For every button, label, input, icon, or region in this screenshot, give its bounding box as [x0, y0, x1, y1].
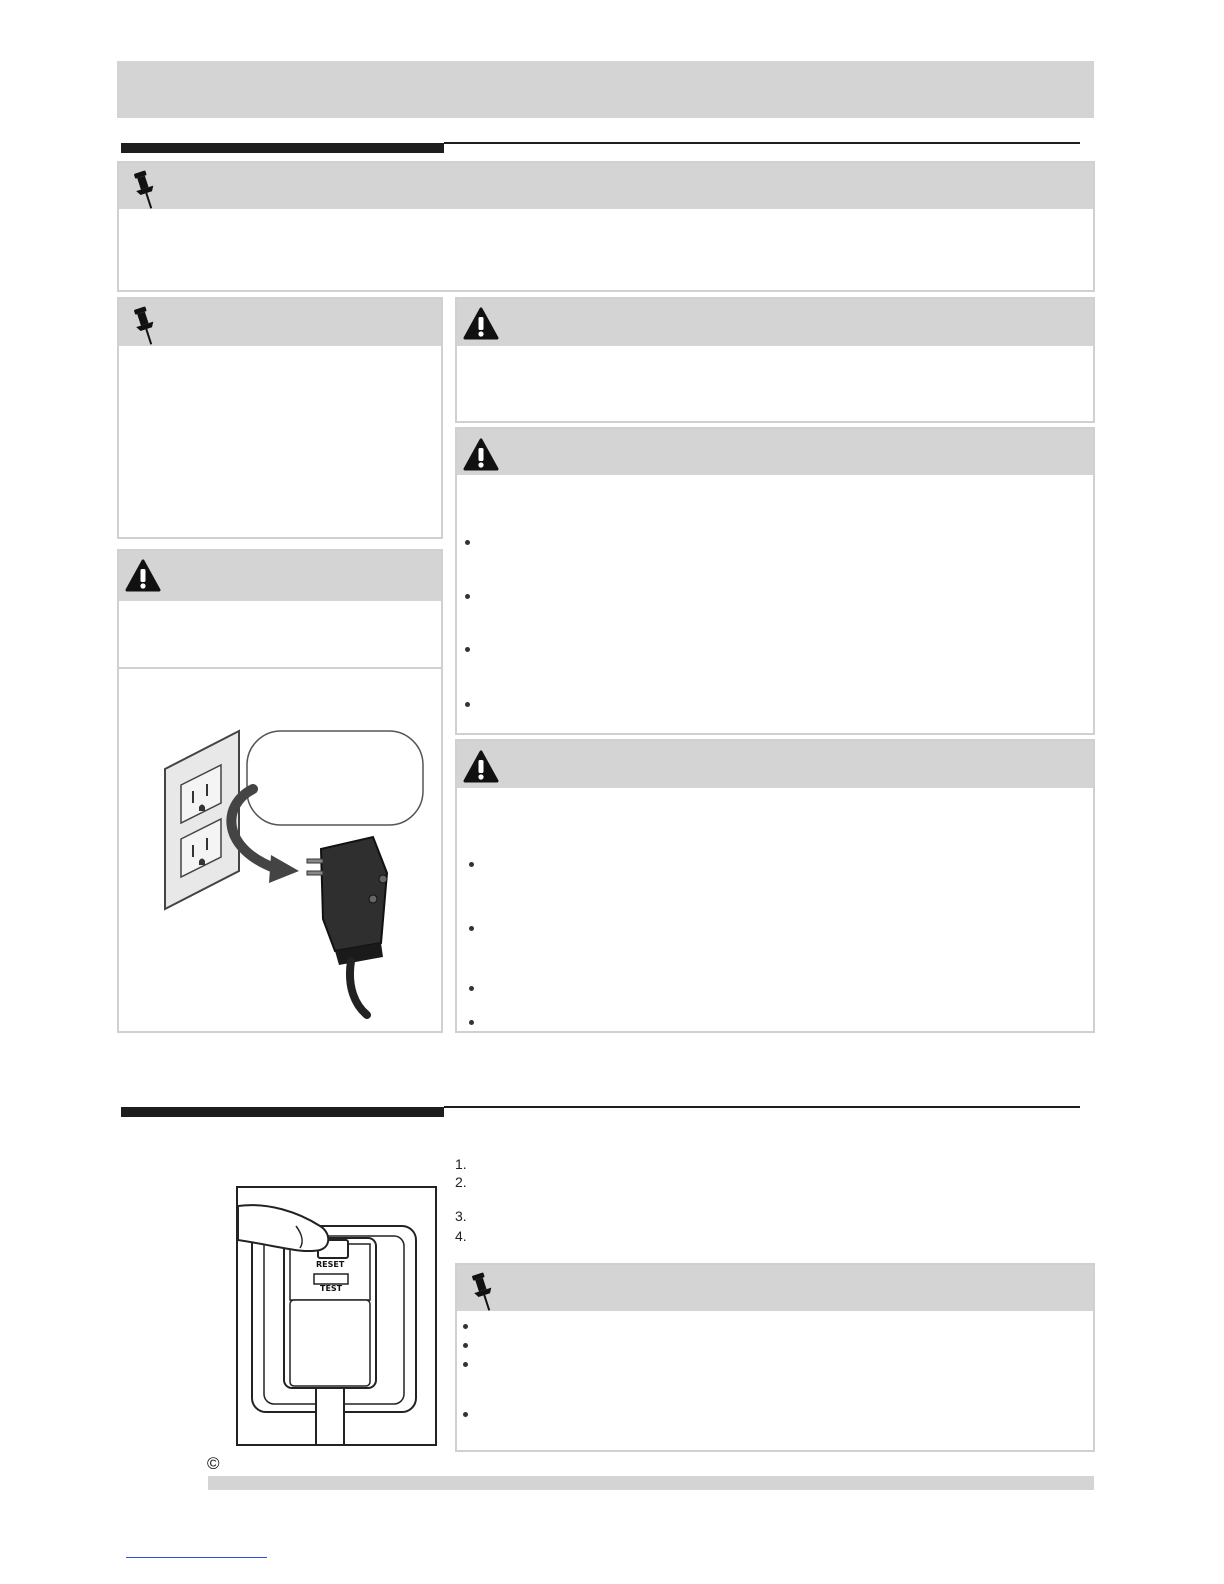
- note-box-header: [119, 299, 441, 346]
- pushpin-icon: [467, 1269, 501, 1313]
- plug-adapter-illustration: [159, 729, 429, 1019]
- warning-box-divider: [119, 667, 441, 669]
- step-number-3: 3.: [455, 1208, 467, 1224]
- warning-triangle-icon: [463, 307, 499, 341]
- warning-box-header: [457, 299, 1093, 346]
- copyright-symbol: ©: [207, 1454, 220, 1473]
- page-header-bar: [117, 61, 1094, 118]
- list-bullet: [465, 647, 470, 652]
- note-box-wide: [117, 161, 1095, 292]
- list-bullet: [463, 1343, 468, 1348]
- list-bullet: [465, 702, 470, 707]
- gfci-illustration: [236, 1186, 437, 1446]
- note-box-bottom: [455, 1263, 1095, 1452]
- step-number-4: 4.: [455, 1228, 467, 1244]
- warning-triangle-icon: [125, 559, 161, 593]
- note-box-header: [119, 163, 1093, 209]
- list-bullet: [463, 1412, 468, 1417]
- warning-box-header: [457, 429, 1093, 475]
- pushpin-icon: [129, 303, 163, 347]
- section-rule-thin: [444, 142, 1080, 144]
- step-number-1: 1.: [455, 1156, 467, 1172]
- warning-box-left: [117, 549, 443, 1033]
- footer-link-underline[interactable]: [126, 1557, 267, 1558]
- warning-box-header: [457, 741, 1093, 788]
- list-bullet: [463, 1362, 468, 1367]
- gfci-reset-label: RESET: [316, 1260, 345, 1269]
- section-rule-thick: [121, 1107, 444, 1117]
- note-box-header: [457, 1265, 1093, 1311]
- warning-box-right-1: [455, 297, 1095, 423]
- list-bullet: [469, 926, 474, 931]
- list-bullet: [469, 1020, 474, 1025]
- list-bullet: [469, 986, 474, 991]
- list-bullet: [465, 540, 470, 545]
- list-bullet: [469, 862, 474, 867]
- pushpin-icon: [129, 167, 163, 211]
- warning-triangle-icon: [463, 750, 499, 784]
- list-bullet: [463, 1324, 468, 1329]
- warning-box-header: [119, 551, 441, 601]
- list-bullet: [465, 594, 470, 599]
- warning-box-right-3: [455, 739, 1095, 1033]
- step-number-2: 2.: [455, 1174, 467, 1190]
- warning-triangle-icon: [463, 438, 499, 472]
- section-rule-thick: [121, 143, 444, 153]
- gfci-test-label: TEST: [320, 1284, 343, 1293]
- note-box-left: [117, 297, 443, 539]
- section-rule-thin: [444, 1106, 1080, 1108]
- warning-box-right-2: [455, 427, 1095, 735]
- page-footer-bar: [208, 1476, 1094, 1490]
